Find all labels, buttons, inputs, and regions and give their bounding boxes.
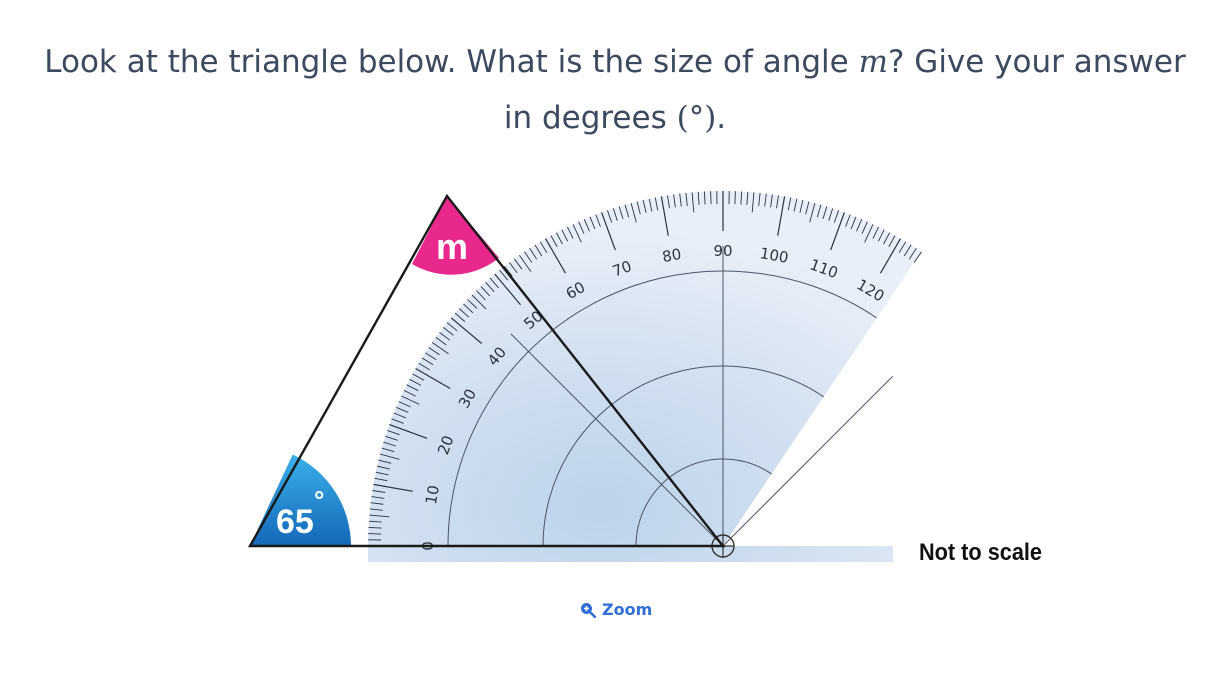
protractor-label: 50 [520, 306, 547, 334]
question-part-2: ? Give your answer in degrees [503, 44, 1186, 136]
degree-unit: (°) [676, 100, 717, 136]
angle-given-degree: ° [314, 485, 325, 515]
protractor-label: 10 [421, 483, 444, 506]
angle-unknown-label: m [436, 226, 469, 267]
protractor-tick [368, 534, 381, 535]
protractor-label: 70 [610, 257, 635, 281]
protractor-tick [711, 191, 712, 204]
question-part-3: . [716, 100, 727, 136]
angle-given-label: 65 [276, 503, 314, 541]
zoom-button[interactable] [580, 600, 652, 619]
protractor-label: 110 [807, 255, 841, 283]
zoom-in-icon [580, 602, 596, 618]
zoom-label: Zoom [602, 600, 653, 619]
protractor-label: 120 [853, 275, 888, 306]
question-part-1: Look at the triangle below. What is the size of angle [44, 44, 859, 80]
protractor-label: 20 [434, 433, 458, 458]
not-to-scale-note: Not to scale [919, 539, 1042, 566]
angle-variable: m [858, 44, 888, 80]
protractor-label: 0 [419, 541, 437, 551]
protractor-label: 80 [660, 244, 683, 267]
protractor-label: 100 [758, 244, 790, 267]
protractor-tick [735, 191, 736, 204]
protractor-label: 30 [454, 385, 481, 412]
protractor-label: 40 [483, 343, 511, 370]
protractor-label: 90 [713, 242, 733, 260]
protractor-label: 60 [562, 277, 589, 304]
